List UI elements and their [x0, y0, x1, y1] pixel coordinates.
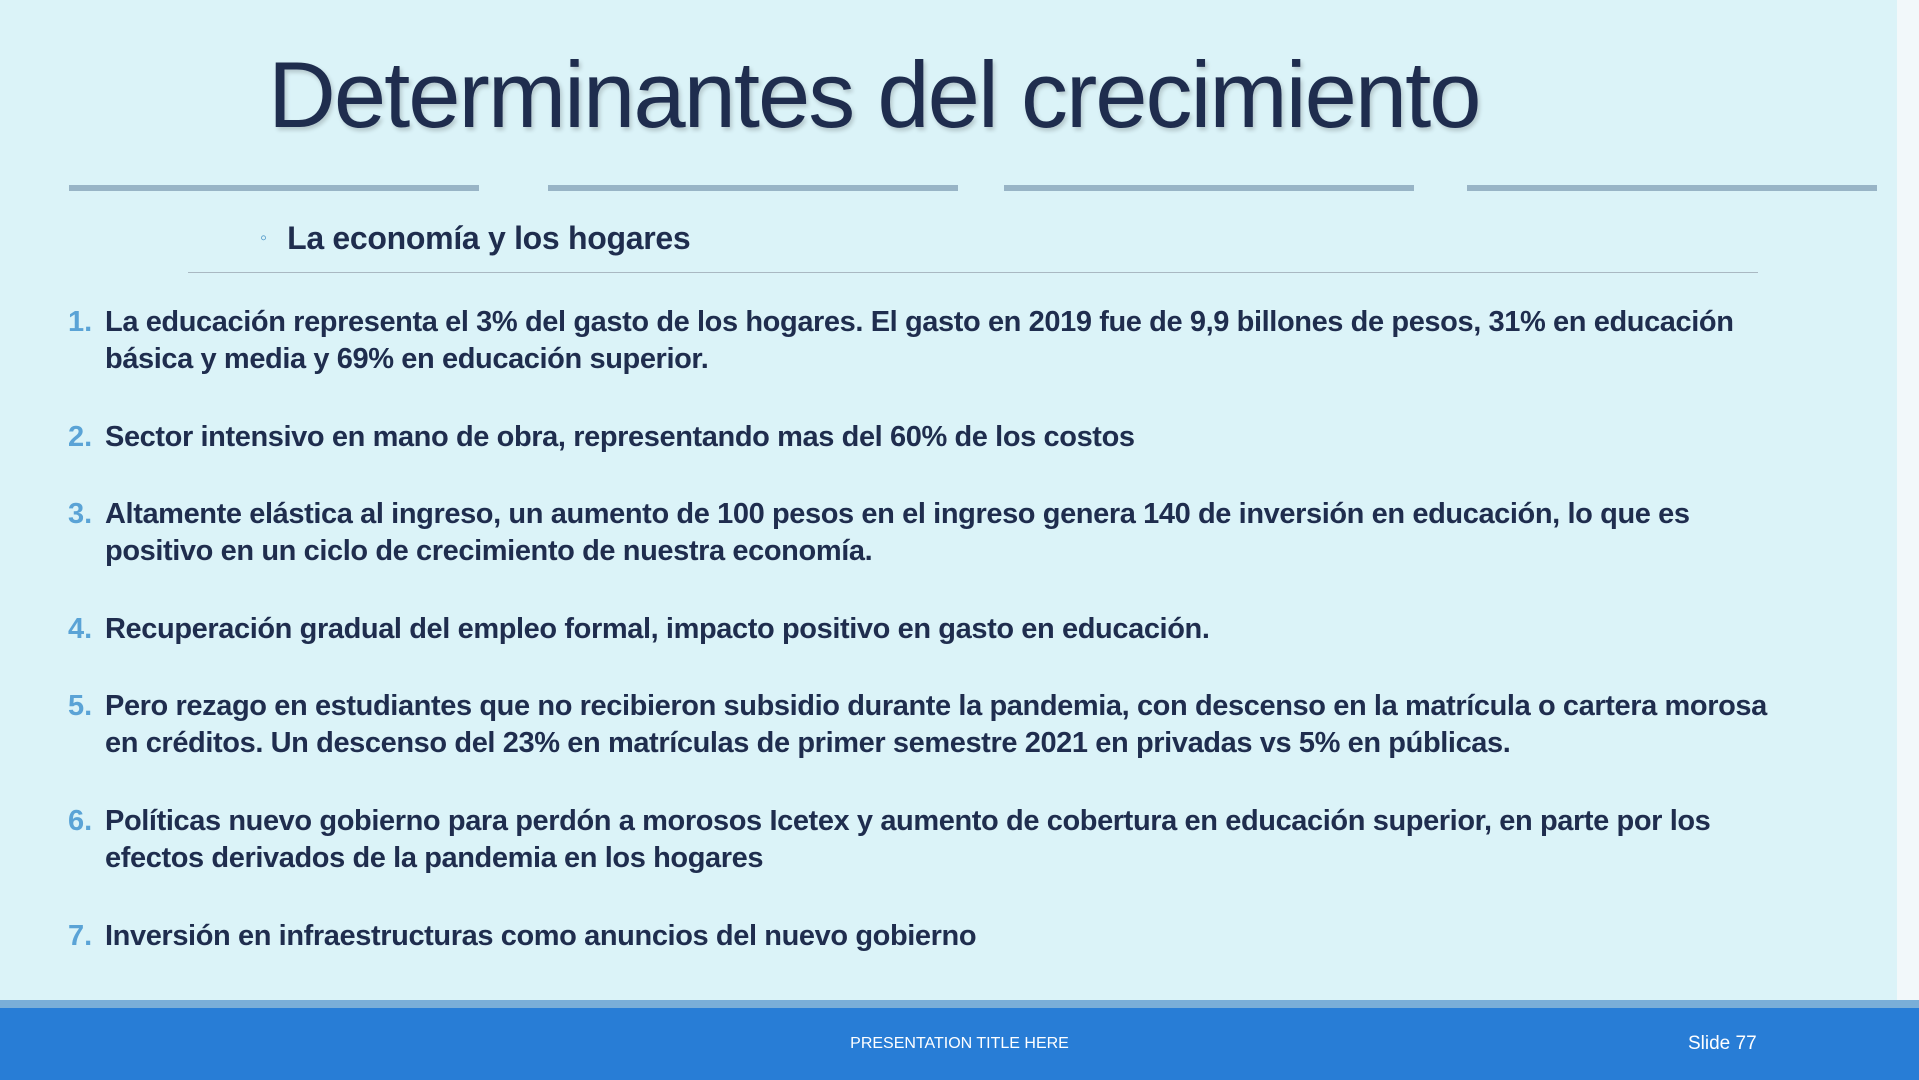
- list-item: [68, 803, 1788, 877]
- footer-bar: [0, 1008, 1919, 1080]
- title-divider-segment: [548, 185, 958, 191]
- slide-edge-margin: [1897, 0, 1919, 1000]
- list-item-text: Altamente elástica al ingreso, un aumento de 100 pesos en el ingreso genera 140 de inversión en educación, lo que es positivo en un ciclo de crecimiento de nuestra economía.: [105, 498, 1690, 567]
- list-item-text: Pero rezago en estudiantes que no recibieron subsidio durante la pandemia, con descenso en la matrícula o cartera morosa en créditos. Un descenso del 23% en matrículas de primer semestre 2021 en privadas vs 5% en públicas.: [105, 690, 1767, 759]
- list-item-text: Inversión en infraestructuras como anuncios del nuevo gobierno: [105, 920, 977, 952]
- list-item-number: 5.: [68, 690, 93, 722]
- list-item: [68, 419, 1788, 456]
- footer-accent-line: [0, 1000, 1919, 1008]
- list-item-number: 4.: [68, 613, 93, 645]
- title-divider-segment: [1004, 185, 1414, 191]
- list-item-text: Recuperación gradual del empleo formal, impacto positivo en gasto en educación.: [105, 613, 1210, 645]
- slide-number: Slide 77: [1688, 1033, 1757, 1054]
- list-item-number: 3.: [68, 498, 93, 530]
- list-item-text: Políticas nuevo gobierno para perdón a morosos Icetex y aumento de cobertura en educación superior, en parte por los efectos derivados de la pandemia en los hogares: [105, 805, 1711, 874]
- list-item-text: Sector intensivo en mano de obra, representando mas del 60% de los costos: [105, 421, 1135, 453]
- list-item: [68, 611, 1788, 648]
- subtitle: [260, 218, 690, 258]
- list-item: [68, 688, 1788, 762]
- list-item-number: 6.: [68, 805, 93, 837]
- footer-presentation-title: PRESENTATION TITLE HERE: [850, 1035, 1069, 1052]
- circle-bullet-icon: ◦: [260, 227, 268, 249]
- list-item: [68, 918, 1788, 955]
- list-item: [68, 496, 1788, 570]
- title-divider-segment: [1467, 185, 1877, 191]
- subtitle-text: La economía y los hogares: [287, 219, 691, 256]
- title-divider-segment: [69, 185, 479, 191]
- list-item-text: La educación representa el 3% del gasto de los hogares. El gasto en 2019 fue de 9,9 billones de pesos, 31% en educación básica y media y 69% en educación superior.: [105, 306, 1734, 375]
- list-item: [68, 304, 1788, 378]
- slide-title: Determinantes del crecimiento: [268, 42, 1480, 147]
- list-item-number: 7.: [68, 920, 93, 952]
- subtitle-divider: [188, 272, 1758, 273]
- list-item-number: 1.: [68, 306, 93, 338]
- list-item-number: 2.: [68, 421, 93, 453]
